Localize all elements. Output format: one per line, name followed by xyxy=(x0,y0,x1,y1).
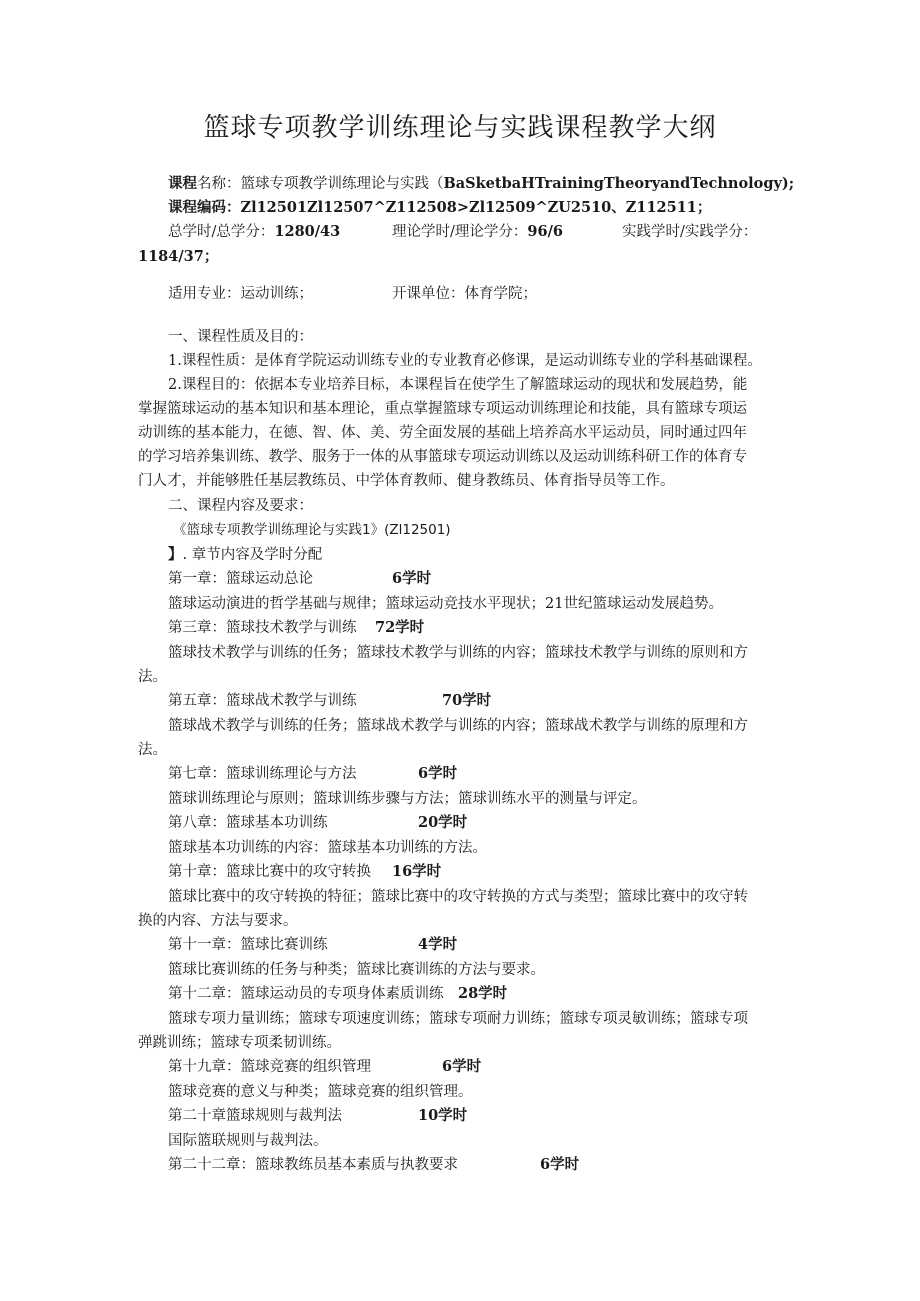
paragraph-line: 2.课程目的：依据本专业培养目标，本课程旨在使学生了解篮球运动的现状和发展趋势，能 xyxy=(168,377,748,393)
chapter-hours: 20学时 xyxy=(418,814,468,831)
chapter-description: 篮球专项力量训练；篮球专项速度训练；篮球专项耐力训练；篮球专项灵敏训练；篮球专项 xyxy=(168,1011,748,1027)
theory-hours-line xyxy=(392,220,563,244)
chapter-description: 国际篮联规则与裁判法。 xyxy=(168,1133,328,1149)
total-hours-label: 总学时/总学分： xyxy=(168,224,275,240)
chapter-description: 篮球战术教学与训练的任务；篮球战术教学与训练的内容；篮球战术教学与训练的原理和方 xyxy=(168,718,748,734)
chapter-title: 第八章：篮球基本功训练 xyxy=(168,815,328,831)
chapter-description: 篮球基本功训练的内容：篮球基本功训练的方法。 xyxy=(168,840,487,856)
chapter-hours: 70学时 xyxy=(442,692,492,709)
chapter-hours: 4学时 xyxy=(418,936,458,953)
paragraph-line: 动训练的基本能力，在德、智、体、美、劳全面发展的基础上培养高水平运动员，同时通过四年 xyxy=(138,425,747,441)
chapter-description: 篮球比赛中的攻守转换的特征；篮球比赛中的攻守转换的方式与类型；篮球比赛中的攻守转 xyxy=(168,889,748,905)
chapter-title: 第五章：篮球战术教学与训练 xyxy=(168,693,357,709)
chapter-hours: 28学时 xyxy=(458,985,508,1002)
course-nature-paragraph: 1.课程性质：是体育学院运动训练专业的专业教育必修课，是运动训练专业的学科基础课程。 xyxy=(168,353,762,369)
practice-hours-label: 实践学时/实践学分： xyxy=(622,224,758,240)
course-name-value: 篮球专项教学训练理论与实践（ xyxy=(240,176,444,192)
section-heading: 二、课程内容及要求： xyxy=(168,498,313,514)
chapter-description: 篮球比赛训练的任务与种类；篮球比赛训练的方法与要求。 xyxy=(168,962,545,978)
applicable-major: 适用专业：运动训练； xyxy=(168,286,313,302)
chapter-hours: 6学时 xyxy=(392,570,432,587)
practice-hours-value: 1184/37； xyxy=(138,248,219,265)
chapter-hours: 6学时 xyxy=(418,765,458,782)
chapter-description: 篮球技术教学与训练的任务；篮球技术教学与训练的内容；篮球技术教学与训练的原则和方 xyxy=(168,645,748,661)
chapter-description: 法。 xyxy=(138,669,167,685)
course-code-label: 课程编码： xyxy=(168,199,241,216)
chapter-title: 第二十章篮球规则与裁判法 xyxy=(168,1108,342,1124)
chapter-title: 第十二章：篮球运动员的专项身体素质训练 xyxy=(168,986,444,1002)
total-hours-line xyxy=(168,220,340,244)
chapter-hours: 6学时 xyxy=(442,1058,482,1075)
course-name-label-bold: 课程 xyxy=(168,175,197,192)
chapter-title: 第一章：篮球运动总论 xyxy=(168,571,313,587)
chapter-description: 弹跳训练；篮球专项柔韧训练。 xyxy=(138,1035,341,1051)
course-name-label: 名称： xyxy=(197,176,241,192)
paragraph-line: 的学习培养集训练、教学、服务于一体的从事篮球专项运动训练以及运动训练科研工作的体育专 xyxy=(138,449,747,465)
chapter-title: 第二十二章：篮球教练员基本素质与执教要求 xyxy=(168,1157,458,1173)
theory-hours-label: 理论学时/理论学分： xyxy=(392,224,528,240)
document-title: 篮球专项教学训练理论与实践课程教学大纲 xyxy=(203,113,717,143)
bracket-mark: 】 xyxy=(168,546,183,563)
paragraph-line: 掌握篮球运动的基本知识和基本理论，重点掌握篮球专项运动训练理论和技能，具有篮球专项运 xyxy=(138,401,747,417)
chapter-description: 篮球竞赛的意义与种类；篮球竞赛的组织管理。 xyxy=(168,1084,473,1100)
total-hours-value: 1280/43 xyxy=(274,223,341,240)
chapter-title: 第十九章：篮球竞赛的组织管理 xyxy=(168,1059,371,1075)
chapter-allocation-heading xyxy=(168,543,322,567)
course-name-line xyxy=(168,172,794,196)
chapter-title: 第十章：篮球比赛中的攻守转换 xyxy=(168,864,371,880)
section-heading: 一、课程性质及目的： xyxy=(168,329,313,345)
chapter-hours: 16学时 xyxy=(392,863,442,880)
offering-unit: 开课单位：体育学院； xyxy=(392,286,537,302)
paragraph-line: 门人才，并能够胜任基层教练员、中学体育教师、健身教练员、体育指导员等工作。 xyxy=(138,473,675,489)
course-name-english: BaSketbaHTrainingTheoryandTechnology); xyxy=(443,175,795,192)
chapter-hours: 6学时 xyxy=(540,1156,580,1173)
chapter-description: 法。 xyxy=(138,742,167,758)
chapter-hours: 72学时 xyxy=(375,619,425,636)
chapter-title: 第七章：篮球训练理论与方法 xyxy=(168,766,357,782)
chapter-title: 第三章：篮球技术教学与训练 xyxy=(168,620,357,636)
course-code-line xyxy=(168,196,711,220)
chapter-title: 第十一章：篮球比赛训练 xyxy=(168,937,328,953)
chapter-allocation-text: . 章节内容及学时分配 xyxy=(182,547,323,563)
chapter-description: 换的内容、方法与要求。 xyxy=(138,913,298,929)
theory-hours-value: 96/6 xyxy=(527,223,563,240)
course-code-value: Zl12501Zl12507^Z112508>Zl12509^ZU2510、Z112511； xyxy=(240,199,712,216)
chapter-description: 篮球运动演进的哲学基础与规律；篮球运动竞技水平现状；21世纪篮球运动发展趋势。 xyxy=(168,596,723,612)
chapter-description: 篮球训练理论与原则；篮球训练步骤与方法；篮球训练水平的测量与评定。 xyxy=(168,791,647,807)
chapter-hours: 10学时 xyxy=(418,1107,468,1124)
course-subtitle: 《篮球专项教学训练理论与实践1》(Zl12501) xyxy=(173,522,451,538)
